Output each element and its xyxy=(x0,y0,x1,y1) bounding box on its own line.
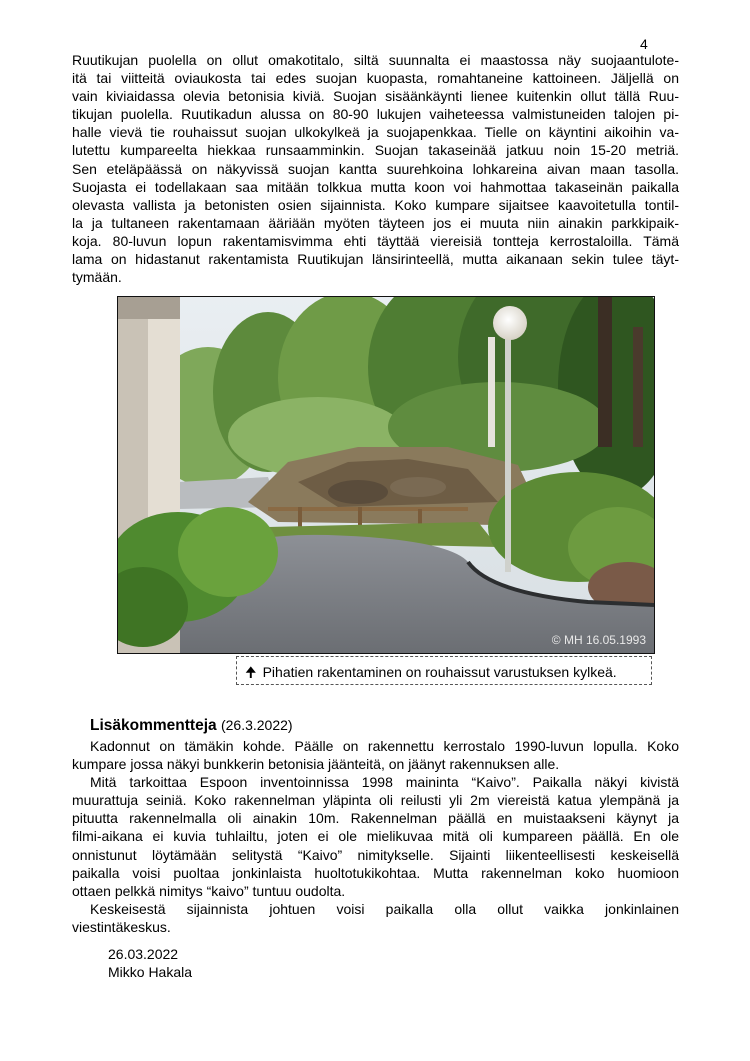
comment-line: pituutta rakennelmalla oli ainakin 10m. Rakennelman päällä en muistaakseni käynyt ja xyxy=(72,810,679,827)
section-title: Lisäkommentteja xyxy=(90,717,217,734)
intro-line: itä tai viitteitä oviaukosta tai edes suojan kuopasta, romahtaneine kattoineen. Jäljellä on xyxy=(72,70,679,87)
intro-line: Ruutikujan puolella on ollut omakotitalo, siltä suunnalta ei maastossa näy suojaantulote- xyxy=(72,52,679,68)
comment-line: Kadonnut on tämäkin kohde. Päälle on rakennettu kerrostalo 1990-luvun lopulla. Koko xyxy=(90,738,679,754)
intro-line: tikujan puolella. Ruutikadun alussa on 80-90 lukujen vaiheteessa valmistuneiden talojen pi- xyxy=(72,106,679,123)
intro-line: Sen eteläpäässä on näkyvissä suojan kantta suurehkoina lohkareina aivan maan tasolla. xyxy=(72,160,679,177)
intro-line: tymään. xyxy=(72,269,122,286)
site-photograph xyxy=(117,296,655,654)
intro-line: la ja tultaneen rakentamaan ääriään myöten täyteen jos ei muuta niin ainakin parkkipaik- xyxy=(72,214,679,231)
comment-line: muurattuja seiniä. Koko rakennelman yläpinta oli reilusti yli 2m viereistä katua ylempänä ja xyxy=(72,792,679,809)
comment-line: paikalla voisi puoltaa jonkinlaista huoltotukikohtaa. Mutta rakennelman koko huomioon xyxy=(72,864,679,881)
comment-line: Mitä tarkoittaa Espoon inventoinnissa 1998 maininta “Kaivo”. Paikalla näkyi kivistä xyxy=(90,774,679,791)
photo-caption xyxy=(236,656,652,685)
comment-line: viestintäkeskus. xyxy=(72,918,171,935)
intro-line: Suojasta ei todellakaan saa mitään tolkkua mutta koon voi hahmottaa takaseinän paikalla xyxy=(72,178,679,195)
comment-line: Keskeisestä sijainnista johtuen voisi paikalla olla ollut vaikka jonkinlainen xyxy=(90,900,679,917)
signature-date: 26.03.2022 xyxy=(108,946,179,962)
intro-line: olevasta vallista ja betonisten osien sijainnista. Koko kumpare sijaitsee kaavoitetulla tontil- xyxy=(72,196,679,213)
arrow-up-icon: 🠉 xyxy=(245,664,257,680)
comment-line: onnistunut löytämään selitystä “Kaivo” nimitykselle. Sijainti liikenteellisesti keskeisellä xyxy=(72,846,679,863)
section-heading xyxy=(90,717,293,735)
section-date: (26.3.2022) xyxy=(220,717,293,733)
intro-line: halle vievä tie rouhaissut suojan ulkokylkeä ja suojapenkkaa. Tielle on käyntini aikoihin va- xyxy=(72,124,679,141)
intro-line: lutettu kumpareelta hiekkaa runsaamminkin. Suojan takaseinää jatkuu noin 15-20 metriä. xyxy=(72,142,679,159)
intro-line: lama on hidastanut rakentamista Ruutikujan länsirinteellä, mutta aikanaan sekin tulee täyt- xyxy=(72,251,679,268)
comment-line: filmi-aikana ei kuvia tuhlailtu, joten ei ole mielikuvaa mitä oli kumpareen päällä. En ole xyxy=(72,828,679,845)
comment-line: ottaen pelkkä nimitys “kaivo” tuntuu oudolta. xyxy=(72,882,346,899)
signature-name: Mikko Hakala xyxy=(108,964,193,980)
photo-scene xyxy=(118,297,654,653)
caption-text: Pihatien rakentaminen on rouhaissut varustuksen kylkeä. xyxy=(262,664,617,680)
comment-line: kumpare jossa näkyi bunkkerin betonisia jäänteitä, on jäänyt rakennuksen alle. xyxy=(72,756,560,773)
intro-paragraph xyxy=(72,51,679,286)
page-number: 4 xyxy=(640,36,648,52)
intro-line: koja. 80-luvun lopun rakentamisvimma ehti täyttää viereisiä tontteja kerrostaloilla. Tämä xyxy=(72,232,679,249)
photo-credit: © MH 16.05.1993 xyxy=(551,633,646,647)
comments-paragraph xyxy=(72,737,679,936)
intro-line: vain kiviaidassa olevia betonisia kiviä. Suojan sisäänkäynti lienee kuitenkin ollut tällä Ruu- xyxy=(72,88,679,105)
